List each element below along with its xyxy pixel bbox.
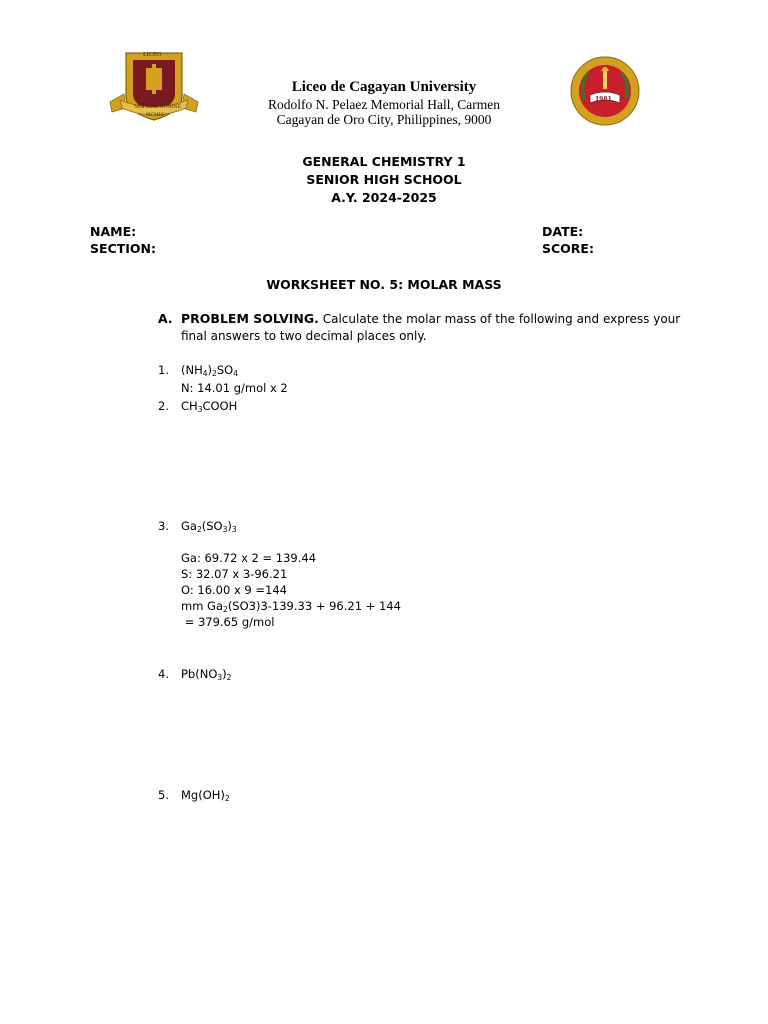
address-line-1: Rodolfo N. Pelaez Memorial Hall, Carmen bbox=[267, 97, 501, 112]
work-line: O: 16.00 x 9 =144 bbox=[181, 583, 287, 597]
section-label: SECTION: bbox=[90, 241, 156, 256]
problem-formula: $Pb(NO_3)_2$ bbox=[181, 667, 232, 682]
work-line: Ga: 69.72 x 2 = 139.44 bbox=[181, 551, 317, 565]
address-line-2: Cagayan de Oro City, Philippines, 9000 bbox=[276, 112, 492, 127]
problem-number: 3. bbox=[158, 519, 169, 533]
problem-number: 4. bbox=[158, 667, 169, 681]
seal-founding-year: 1981 bbox=[595, 96, 612, 103]
problem-number: 2. bbox=[158, 399, 169, 413]
instruction-line-2: final answers to two decimal places only. bbox=[181, 329, 427, 343]
name-label: NAME: bbox=[90, 224, 137, 239]
seal-text-top: LICEO bbox=[143, 52, 162, 58]
problem-formula: $Ga_2(SO_3)_3$ bbox=[181, 519, 237, 534]
date-label: DATE: bbox=[542, 224, 584, 239]
section-a-instructions bbox=[181, 310, 701, 345]
problem-formula: $(NH_4)_2SO_4$ bbox=[181, 363, 238, 378]
problem-number: 1. bbox=[158, 363, 169, 377]
problem-number: 5. bbox=[158, 788, 169, 802]
worksheet-title: WORKSHEET NO. 5: MOLAR MASS bbox=[266, 277, 502, 292]
university-name: Liceo de Cagayan University bbox=[291, 79, 477, 95]
subject-title: GENERAL CHEMISTRY 1 bbox=[302, 154, 466, 169]
molar-mass-result: = 379.65 g/mol bbox=[181, 615, 275, 629]
instruction-line-1: Calculate the molar mass of the following and express your bbox=[322, 312, 681, 326]
score-label: SCORE: bbox=[542, 241, 594, 256]
seal-motto: NISI SINE NUMINE bbox=[134, 105, 181, 110]
section-letter: A. bbox=[158, 311, 173, 326]
seal-year: MCMLV bbox=[146, 113, 165, 118]
work-line: N: 14.01 g/mol x 2 bbox=[181, 381, 288, 395]
molar-mass-sum: mm $Ga_2(SO3)3-139.33 + 96.21 + 144$ bbox=[181, 599, 401, 614]
academic-year: A.Y. 2024-2025 bbox=[331, 190, 437, 205]
problem-formula: $CH_3COOH$ bbox=[181, 399, 238, 414]
level-title: SENIOR HIGH SCHOOL bbox=[306, 172, 462, 187]
section-heading: PROBLEM SOLVING. bbox=[181, 311, 319, 326]
problem-formula: $Mg(OH)_2$ bbox=[181, 788, 230, 803]
work-line: S: 32.07 x 3-96.21 bbox=[181, 567, 288, 581]
